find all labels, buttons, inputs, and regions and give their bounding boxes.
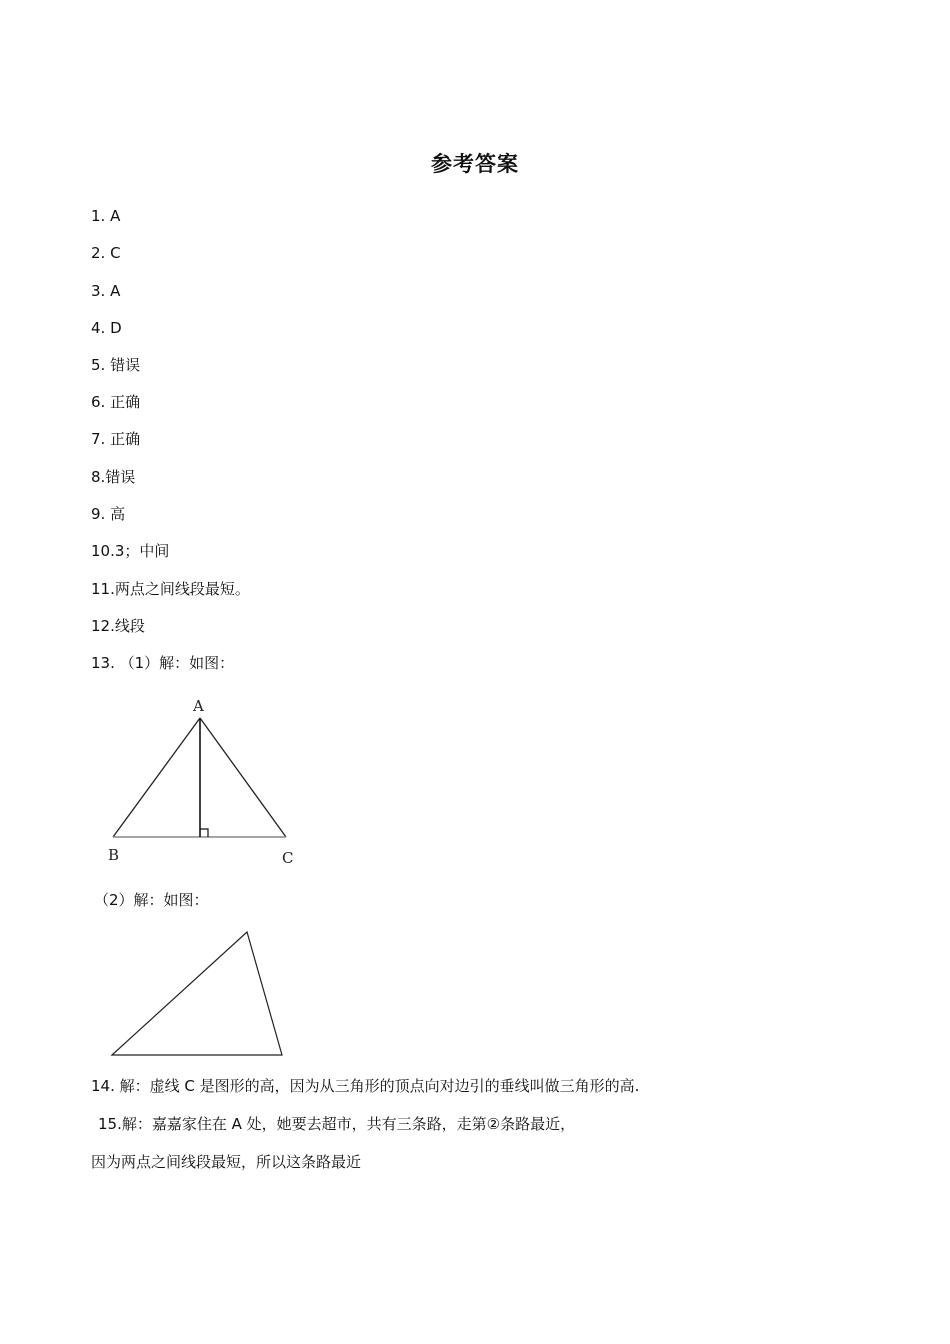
- answer-9: 9. 高: [91, 505, 126, 523]
- answer-12: 12.线段: [91, 617, 145, 635]
- answer-14: 14. 解：虚线 C 是图形的高，因为从三角形的顶点向对边引的垂线叫做三角形的高.: [91, 1077, 640, 1095]
- answer-2: 2. C: [91, 244, 121, 262]
- page-title: 参考答案: [431, 152, 519, 176]
- answer-1: 1. A: [91, 207, 121, 225]
- vertex-label-a: A: [193, 697, 204, 715]
- answer-15: 15.解：嘉嘉家住在 A 处，她要去超市，共有三条路，走第②条路最近，: [98, 1115, 576, 1133]
- answer-6: 6. 正确: [91, 393, 141, 411]
- answer-4: 4. D: [91, 319, 122, 337]
- side-ac: [200, 718, 286, 837]
- right-angle-mark: [200, 829, 208, 837]
- answer-15-continuation: 因为两点之间线段最短，所以这条路最近: [91, 1153, 362, 1171]
- answer-3: 3. A: [91, 282, 121, 300]
- answer-10: 10.3；中间: [91, 542, 170, 560]
- answer-11: 11.两点之间线段最短。: [91, 580, 250, 598]
- vertex-label-c: C: [282, 849, 294, 867]
- answer-5: 5. 错误: [91, 356, 141, 374]
- triangle-with-altitude-figure: [100, 690, 310, 875]
- part2-label: （2）解：如图：: [94, 891, 209, 909]
- answer-13: 13. （1）解：如图：: [91, 654, 235, 672]
- answer-7: 7. 正确: [91, 430, 141, 448]
- side-ab: [113, 718, 200, 837]
- vertex-label-b: B: [108, 846, 120, 864]
- triangle-outline: [112, 932, 282, 1055]
- answer-8: 8.错误: [91, 468, 136, 486]
- obtuse-triangle-figure: [100, 920, 300, 1065]
